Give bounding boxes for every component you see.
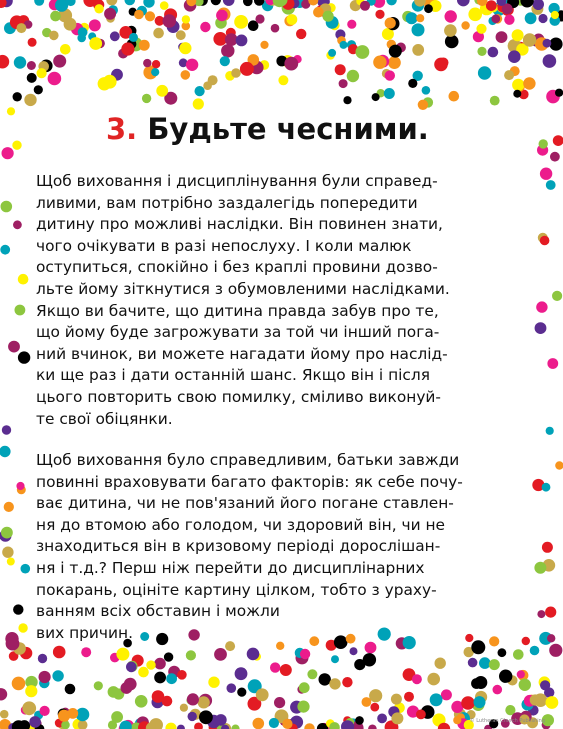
confetti-dot [7,558,15,566]
confetti-dot [406,12,418,24]
confetti-dot [163,14,177,28]
confetti-dot [372,93,380,101]
confetti-dot [60,44,71,55]
confetti-dot [339,79,348,88]
confetti-dot [116,648,129,661]
confetti-dot [53,646,66,659]
confetti-dot [412,23,425,36]
confetti-dot [7,107,15,115]
confetti-dot [152,60,160,68]
confetti-dot [461,696,475,710]
heading-number: 3. [106,112,138,146]
confetti-dot [231,68,241,78]
confetti-dot [304,723,314,729]
confetti-dot [145,11,155,21]
confetti-dot [135,695,148,708]
confetti-dot [297,701,309,713]
confetti-dot [412,44,424,56]
paragraph-line: ня до втомою або голодом, чи здоровий він, чи не [36,515,446,534]
confetti-dot [64,18,77,31]
paragraph-line: ває дитина, чи не пов'язаний його погане ставлен- [36,494,454,513]
confetti-dot [274,697,285,708]
confetti-dot [106,0,117,6]
confetti-dot [299,682,310,693]
confetti-dot [181,70,191,80]
confetti-dot [53,55,66,68]
paragraph-line: знаходиться він в кризовому періоді дорослішан- [36,537,441,556]
confetti-dot [300,649,310,659]
confetti-dot [121,682,133,694]
confetti-dot [530,694,541,705]
confetti-dot [13,220,22,229]
confetti-dot [546,180,556,190]
confetti-dot [389,45,402,58]
paragraph-line: що йому буде загрожувати за той чи інший пога- [36,323,440,342]
confetti-dot [418,100,428,110]
confetti-dot [319,673,331,685]
paragraph-line: Щоб виховання і дисциплінування були справед- [36,172,438,190]
paragraph-line: покарань, оцініте картину цілком, тобто з ураху- [36,580,437,599]
confetti-dot [553,135,563,146]
confetti-dot [240,62,254,76]
confetti-dot [490,96,500,106]
confetti-dot [474,696,486,708]
confetti-dot [523,33,536,46]
confetti-dot [94,4,103,13]
paragraph-line: ванням всіх обставин і можли [36,602,280,621]
confetti-dot [18,623,27,632]
confetti-dot [373,56,386,69]
confetti-dot [182,15,190,23]
paragraph-2 [36,450,541,644]
confetti-dot [1,527,13,539]
confetti-dot [430,693,443,706]
confetti-dot [513,90,521,98]
confetti-dot [375,10,384,19]
confetti-dot [40,706,50,716]
confetti-dot [12,677,26,691]
confetti-dot [513,649,524,660]
confetti-dot [29,716,41,728]
confetti-dot [216,10,228,22]
confetti-dot [422,86,431,95]
confetti-dot [2,147,14,159]
confetti-dot [542,483,551,492]
confetti-dot [508,50,521,63]
confetti-dot [313,7,324,18]
confetti-dot [4,502,14,512]
confetti-dot [89,37,102,50]
confetti-dot [343,96,351,104]
confetti-dot [162,696,173,707]
confetti-dot [549,644,562,657]
confetti-dot [404,692,414,702]
confetti-dot [28,38,37,47]
confetti-dot [78,27,88,37]
paragraph-line: ний вчинок, ви можете нагадати йому про наслід- [36,344,448,363]
confetti-dot [551,11,559,19]
confetti-dot [48,72,62,86]
confetti-dot [0,446,11,457]
confetti-dot [236,35,248,47]
confetti-dot [519,679,531,691]
confetti-dot [220,56,230,66]
confetti-dot [89,19,101,31]
confetti-dot [368,725,377,729]
confetti-dot [223,0,235,6]
confetti-dot [195,86,205,96]
confetti-dot [16,482,24,490]
confetti-dot [154,658,166,670]
confetti-dot [385,18,396,29]
confetti-dot [0,245,10,255]
confetti-dot [39,671,51,683]
confetti-dot [386,0,396,5]
paragraph-line: дитину про можливі наслідки. Він повинен знати, [36,215,443,234]
confetti-dot [198,696,210,708]
confetti-dot [360,1,370,11]
confetti-dot [520,0,533,8]
confetti-dot [215,714,227,726]
confetti-dot [1,201,13,213]
confetti-dot [164,652,173,661]
paragraph-line: льте йому зіткнутися з обумовленими наслідками. [36,279,450,298]
confetti-dot [412,674,422,684]
confetti-dot [156,85,168,97]
confetti-dot [49,31,59,41]
confetti-dot [453,716,461,724]
confetti-dot [235,667,248,680]
confetti-dot [200,22,210,32]
confetti-dot [180,704,188,712]
confetti-dot [489,659,500,670]
confetti-dot [227,683,237,693]
confetti-dot [471,678,482,689]
confetti-dot [476,24,486,34]
confetti-dot [199,710,213,724]
confetti-dot [424,4,433,13]
confetti-dot [18,351,30,363]
confetti-dot [52,670,63,681]
confetti-dot [0,688,7,700]
confetti-dot [186,59,198,71]
confetti-dot [486,0,497,11]
confetti-dot [50,11,61,22]
confetti-dot [416,14,424,22]
confetti-dot [6,637,20,651]
confetti-dot [543,54,557,68]
confetti-dot [151,68,159,76]
confetti-dot [16,23,26,33]
confetti-dot [384,88,395,99]
confetti-dot [388,56,401,69]
confetti-dot [512,29,524,41]
confetti-dot [488,47,499,58]
confetti-dot [61,721,70,729]
confetti-dot [555,461,563,469]
paragraph-line: Щоб виховання було справедливим, батьки завжди [36,451,460,469]
confetti-dot [243,0,253,6]
confetti-dot [153,28,164,39]
confetti-dot [143,59,151,67]
confetti-dot [221,44,234,57]
confetti-dot [2,547,13,558]
confetti-dot [194,723,203,729]
confetti-dot [58,710,70,722]
confetti-dot [287,14,298,25]
confetti-dot [94,681,103,690]
paragraph-1 [36,171,541,430]
confetti-dot [547,634,555,642]
paragraph-line: Якщо ви бачите, що дитина правда забув про те, [36,301,439,320]
confetti-dot [530,646,540,656]
confetti-dot [111,711,123,723]
paragraph-line: повинні враховувати багато факторів: як себе почу- [36,472,463,491]
confetti-dot [211,0,221,5]
confetti-dot [542,542,553,553]
confetti-dot [363,653,376,666]
confetti-dot [108,686,120,698]
confetti-dot [231,725,239,729]
confetti-dot [134,10,144,20]
paragraph-line: цього повторить свою помилку, сміливо виконуй- [36,387,441,406]
confetti-dot [179,42,191,54]
confetti-dot [547,358,558,369]
confetti-dot [142,94,151,103]
confetti-dot [269,718,279,728]
confetti-dot [457,0,470,6]
confetti-dot [461,21,469,29]
confetti-dot [416,710,426,720]
confetti-dot [208,677,219,688]
confetti-dot [280,664,292,676]
confetti-dot [512,79,524,91]
confetti-dot [15,305,26,316]
confetti-dot [166,673,177,684]
paragraph-line: те свої обіцянки. [36,409,173,428]
confetti-dot [408,79,417,88]
confetti-dot [139,40,150,51]
confetti-dot [468,8,482,22]
confetti-dot [439,58,449,68]
confetti-dot [445,10,457,22]
confetti-dot [539,139,548,148]
confetti-dot [18,274,29,285]
confetti-dot [186,650,196,660]
confetti-dot [278,75,288,85]
confetti-dot [342,677,352,687]
confetti-dot [234,15,248,29]
confetti-dot [479,657,491,669]
confetti-dot [540,236,550,246]
confetti-dot [2,425,11,434]
confetti-dot [34,0,44,6]
confetti-dot [104,8,116,20]
confetti-dot [435,658,446,669]
confetti-dot [247,648,260,661]
confetti-dot [468,658,478,668]
confetti-dot [282,719,292,729]
confetti-dot [350,647,358,655]
confetti-dot [255,14,264,23]
confetti-dot [27,61,36,70]
paragraph-line: оступиться, спокійно і без краплі провини дозво- [36,258,438,277]
confetti-dot [25,685,37,697]
confetti-dot [355,716,364,725]
confetti-dot [546,696,559,709]
confetti-dot [65,684,76,695]
confetti-dot [549,38,562,51]
confetti-dot [362,697,372,707]
confetti-dot [284,57,298,71]
confetti-dot [143,0,154,8]
confetti-dot [552,291,562,301]
confetti-dot [491,14,500,23]
confetti-dot [543,39,552,48]
confetti-dot [121,42,134,55]
paragraph-line: ливими, вам потрібно заздалегідь попередити [36,193,418,212]
confetti-dot [177,725,185,729]
confetti-dot [540,168,552,180]
confetti-dot [81,647,91,657]
confetti-dot [323,11,334,22]
confetti-dot [499,670,512,683]
confetti-dot [441,689,452,700]
confetti-dot [271,24,280,33]
confetti-dot [13,92,22,101]
confetti-dot [329,678,340,689]
confetti-dot [27,73,37,83]
confetti-dot [110,31,120,41]
confetti-dot [546,427,554,435]
confetti-dot [391,694,402,705]
confetti-dot [270,662,280,672]
confetti-dot [331,655,339,663]
confetti-dot [8,341,20,353]
confetti-dot [370,703,379,712]
confetti-dot [540,680,550,690]
confetti-dot [478,66,491,79]
confetti-dot [149,718,163,729]
confetti-dot [34,85,43,94]
confetti-dot [523,77,535,89]
confetti-dot [138,667,149,678]
confetti-dot [498,648,507,657]
confetti-dot [347,20,356,29]
confetti-dot [177,670,187,680]
confetti-dot [193,98,204,109]
copyright-watermark: © Lutheran Church Publishing [469,718,545,724]
confetti-dot [340,41,348,49]
confetti-dot [203,81,212,90]
confetti-dot [369,689,382,702]
confetti-dot [160,1,169,10]
confetti-dot [21,564,31,574]
section-heading [106,112,429,146]
confetti-dot [0,55,9,69]
confetti-dot [129,33,138,42]
paragraph-line: ки ще раз і дати останній шанс. Якщо він і після [36,366,430,385]
confetti-dot [504,70,514,80]
confetti-dot [188,712,197,721]
confetti-dot [335,64,346,75]
paragraph-line: ня і т.д.? Перш ніж перейти до дисциплінарних [36,558,425,577]
confetti-dot [0,710,9,719]
paragraph-line: чого очікувати в разі непослуху. І коли малюк [36,236,412,255]
confetti-dot [22,701,36,715]
confetti-dot [477,47,486,56]
heading-text: Будьте чесними. [147,112,429,146]
confetti-dot [391,712,403,724]
confetti-dot [154,672,166,684]
confetti-dot [187,693,199,705]
confetti-dot [165,723,176,729]
confetti-dot [538,14,547,23]
confetti-dot [307,669,317,679]
confetti-dot [126,662,137,673]
confetti-dot [517,670,525,678]
confetti-dot [493,685,503,695]
confetti-dot [555,89,563,97]
confetti-dot [550,152,560,162]
confetti-dot [545,607,556,618]
confetti-dot [377,714,387,724]
confetti-dot [237,688,246,697]
paragraph-line: вих причин. [36,623,133,642]
confetti-dot [24,94,36,106]
confetti-dot [252,718,264,729]
confetti-dot [347,70,359,82]
confetti-dot [449,91,460,102]
confetti-dot [37,68,47,78]
confetti-dot [385,70,395,80]
confetti-dot [356,45,370,59]
confetti-dot [103,75,117,89]
confetti-dot [504,15,514,25]
confetti-dot [13,604,23,614]
confetti-dot [214,648,227,661]
confetti-dot [256,688,269,701]
confetti-dot [125,0,136,5]
confetti-dot [146,660,155,669]
confetti-dot [12,141,21,150]
confetti-dot [444,24,457,37]
confetti-dot [38,654,47,663]
confetti-dot [496,31,508,43]
confetti-dot [260,41,268,49]
confetti-dot [14,56,26,68]
confetti-dot [427,673,440,686]
confetti-dot [176,30,186,40]
confetti-dot [328,49,336,57]
confetti-dot [296,29,306,39]
